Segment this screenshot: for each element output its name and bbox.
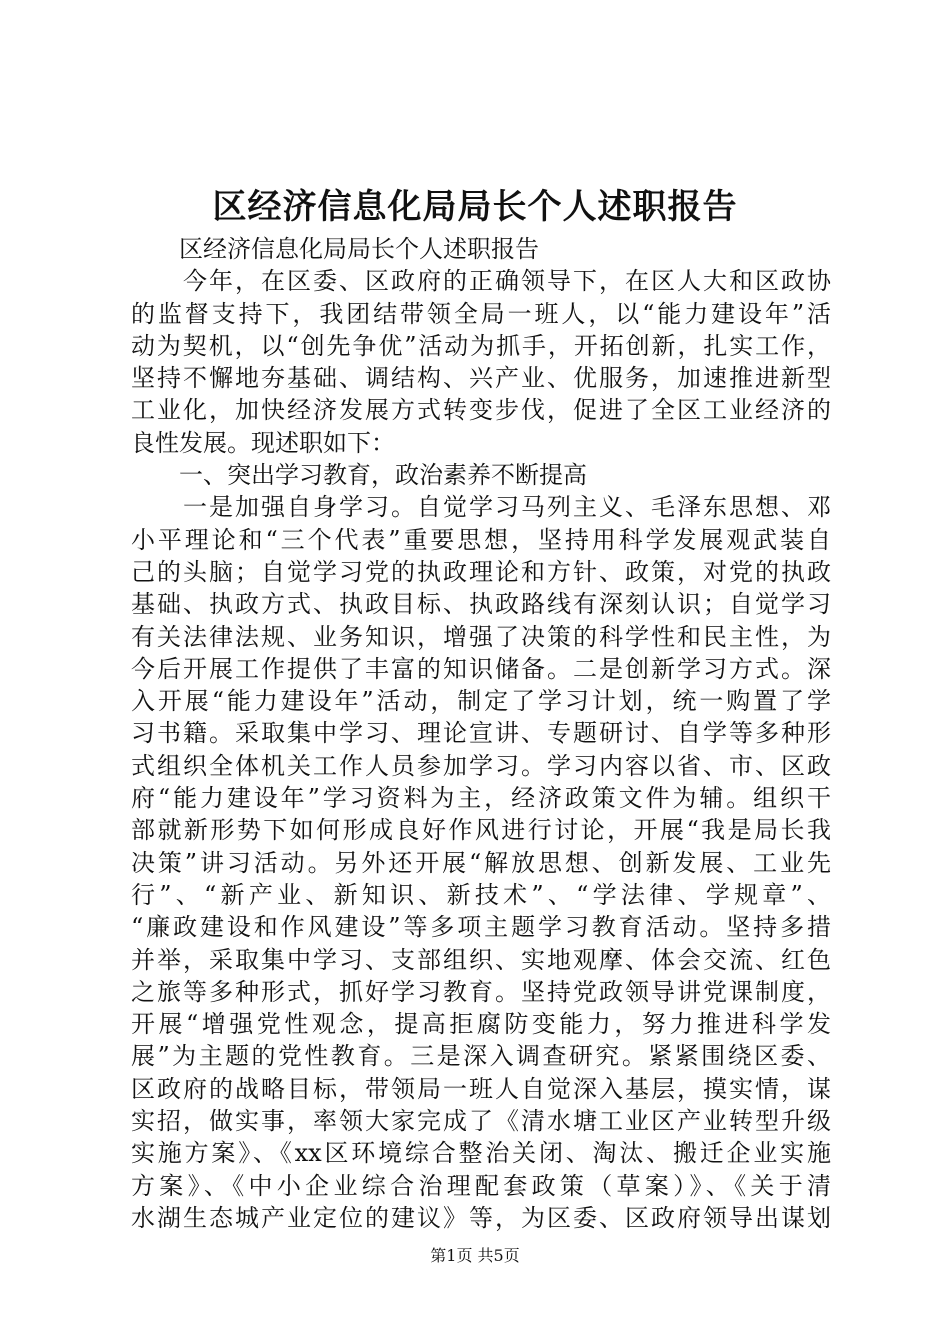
body-line: 方案》、《中小企业综合治理配套政策（草案）》、《关于清	[131, 1171, 831, 1200]
body-line: 府“能力建设年”学习资料为主，经济政策文件为辅。组织干	[131, 784, 831, 813]
body-line: 习书籍。采取集中学习、理论宣讲、专题研讨、自学等多种形	[131, 719, 831, 748]
body-line: 一是加强自身学习。自觉学习马列主义、毛泽东思想、邓	[131, 493, 831, 522]
document-title: 区经济信息化局局长个人述职报告	[212, 187, 738, 227]
body-line: 实招，做实事，率领大家完成了《清水塘工业区产业转型升级	[131, 1107, 831, 1136]
body-line: 入开展“能力建设年”活动，制定了学习计划，统一购置了学	[131, 687, 831, 716]
body-line: 之旅等多种形式，抓好学习教育。坚持党政领导讲党课制度，	[131, 977, 831, 1006]
body-line: 水湖生态城产业定位的建议》等，为区委、区政府领导出谋划	[131, 1203, 831, 1232]
page-number-footer: 第1页 共5页	[430, 1246, 520, 1265]
body-line: 区政府的战略目标，带领局一班人自觉深入基层，摸实情，谋	[131, 1074, 831, 1103]
body-line: 今年，在区委、区政府的正确领导下，在区人大和区政协	[131, 267, 831, 296]
body-line: 部就新形势下如何形成良好作风进行讨论，开展“我是局长我	[131, 816, 831, 845]
body-line: 行”、“新产业、新知识、新技术”、“学法律、学规章”、	[131, 880, 831, 909]
body-line: 基础、执政方式、执政目标、执政路线有深刻认识；自觉学习	[131, 590, 831, 619]
body-line: 坚持不懈地夯基础、调结构、兴产业、优服务，加速推进新型	[131, 364, 831, 393]
body-line: 小平理论和“三个代表”重要思想，坚持用科学发展观武装自	[131, 525, 831, 554]
body-line: 展”为主题的党性教育。三是深入调查研究。紧紧围绕区委、	[131, 1042, 831, 1071]
body-line: “廉政建设和作风建设”等多项主题学习教育活动。坚持多措	[131, 913, 831, 942]
body-line: 的监督支持下，我团结带领全局一班人，以“能力建设年”活	[131, 299, 831, 328]
body-line: 实施方案》、《xx区环境综合整治关闭、淘汰、搬迁企业实施	[131, 1139, 831, 1168]
body-line: 己的头脑；自觉学习党的执政理论和方针、政策，对党的执政	[131, 557, 831, 586]
body-line: 良性发展。现述职如下：	[131, 428, 395, 457]
body-line: 动为契机，以“创先争优”活动为抓手，开拓创新，扎实工作，	[131, 331, 831, 360]
document-body	[131, 233, 831, 1234]
body-line: 开展“增强党性观念，提高拒腐防变能力，努力推进科学发	[131, 1010, 831, 1039]
body-line: 式组织全体机关工作人员参加学习。学习内容以省、市、区政	[131, 751, 831, 780]
body-line: 工业化，加快经济发展方式转变步伐，促进了全区工业经济的	[131, 396, 831, 425]
body-line: 今后开展工作提供了丰富的知识储备。二是创新学习方式。深	[131, 654, 831, 683]
body-line: 并举，采取集中学习、支部组织、实地观摩、体会交流、红色	[131, 945, 831, 974]
body-line: 有关法律法规、业务知识，增强了决策的科学性和民主性，为	[131, 622, 831, 651]
body-line: 决策”讲习活动。另外还开展“解放思想、创新发展、工业先	[131, 848, 831, 877]
body-line: 区经济信息化局局长个人述职报告	[131, 235, 539, 263]
section-heading: 一、突出学习教育，政治素养不断提高	[131, 461, 587, 490]
